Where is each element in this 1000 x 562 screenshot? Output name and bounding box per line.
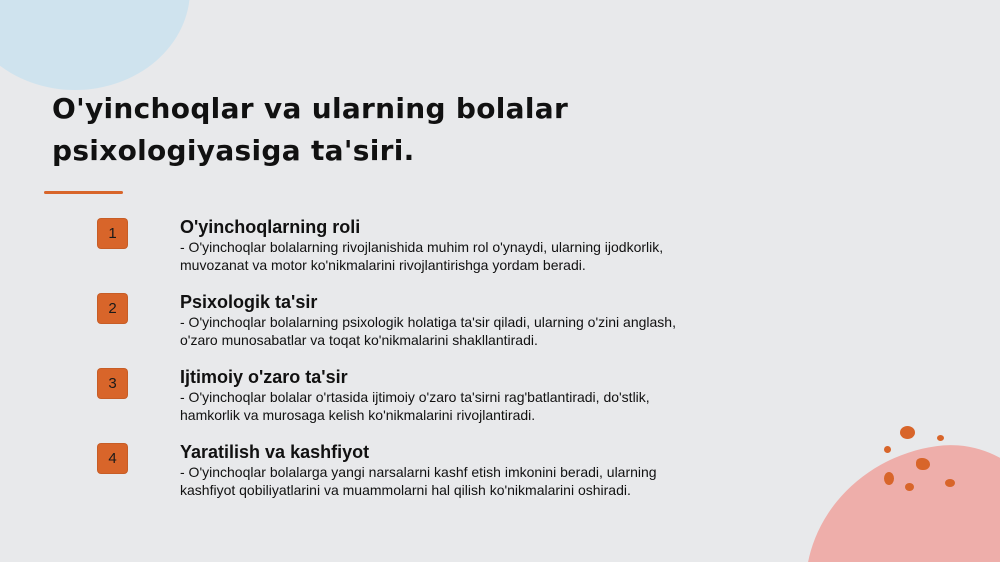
slide-title: O'yinchoqlar va ularning bolalar psixologiyasiga ta'siri.: [52, 92, 569, 167]
item-number-badge: 1: [97, 218, 128, 249]
item-description: - O'yinchoqlar bolalar o'rtasida ijtimoiy o'zaro ta'sirni rag'batlantiradi, do'stlik, hamkorlik va murosaga kelish ko'nikmalarini rivojlantiradi.: [180, 389, 650, 423]
item-title: O'yinchoqlarning roli: [180, 217, 361, 237]
item-number-badge: 2: [97, 293, 128, 324]
item-title: Ijtimoiy o'zaro ta'sir: [180, 367, 348, 387]
decorative-pink-blob: [787, 431, 1000, 562]
item-description: - O'yinchoqlar bolalarning psixologik holatiga ta'sir qiladi, ularning o'zini anglash, o'zaro munosabatlar va toqat ko'nikmalarini shakllantiradi.: [180, 314, 676, 348]
decorative-dot: [884, 446, 891, 453]
decorative-blue-blob: [0, 0, 190, 90]
item-number-badge: 3: [97, 368, 128, 399]
item-description: - O'yinchoqlar bolalarga yangi narsalarni kashf etish imkonini beradi, ularning kashfiyot qobiliyatlarini va muammolarni hal qilish ko'nikmalarini oshiradi.: [180, 464, 657, 498]
decorative-dot: [937, 435, 944, 441]
decorative-dot: [945, 479, 955, 487]
item-title: Psixologik ta'sir: [180, 292, 318, 312]
item-title: Yaratilish va kashfiyot: [180, 442, 370, 462]
decorative-dot: [905, 483, 914, 491]
title-underline: [44, 191, 123, 194]
decorative-dot: [900, 426, 915, 439]
decorative-dot: [884, 472, 894, 485]
item-description: - O'yinchoqlar bolalarning rivojlanishida muhim rol o'ynaydi, ularning ijodkorlik, muvozanat va motor ko'nikmalarini rivojlantirishga yordam beradi.: [180, 239, 664, 273]
item-number-badge: 4: [97, 443, 128, 474]
decorative-dot: [916, 458, 930, 470]
